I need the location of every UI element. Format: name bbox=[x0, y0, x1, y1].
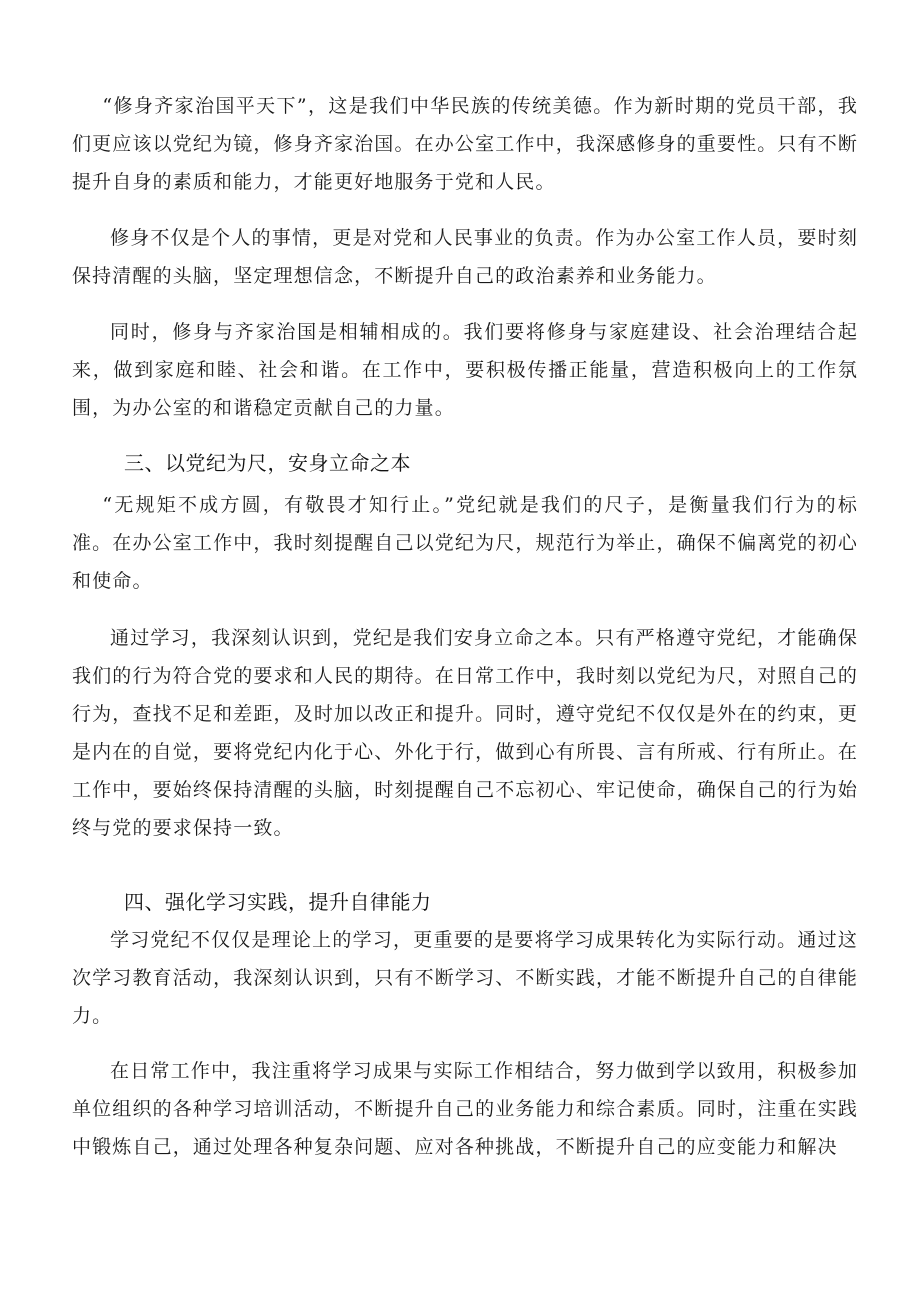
paragraph-4: “无规矩不成方圆，有敬畏才知行止。”党纪就是我们的尺子，是衡量我们行为的标准。在办公室工作中，我时刻提醒自己以党纪为尺，规范行为举止，确保不偏离党的初心和使命。 bbox=[72, 494, 858, 592]
paragraph-6: 学习党纪不仅仅是理论上的学习，更重要的是要将学习成果转化为实际行动。通过这次学习教育活动，我深刻认识到，只有不断学习、不断实践，才能不断提升自己的自律能力。 bbox=[72, 929, 858, 1027]
section-heading-3: 三、以党纪为尺，安身立命之本 bbox=[124, 451, 411, 475]
paragraph-5: 通过学习，我深刻认识到，党纪是我们安身立命之本。只有严格遵守党纪，才能确保我们的行为符合党的要求和人民的期待。在日常工作中，我时刻以党纪为尺，对照自己的行为，查找不足和差距，及时加以改正和提升。同时，遵守党纪不仅仅是外在的约束，更是内在的自觉，要将党纪内化于心、外化于行，做到心有所畏、言有所戒、行有所止。在工作中，要始终保持清醒的头脑，时刻提醒自己不忘初心、牢记使命，确保自己的行为始终与党的要求保持一致。 bbox=[72, 627, 858, 839]
paragraph-1: “修身齐家治国平天下”，这是我们中华民族的传统美德。作为新时期的党员干部，我们更应该以党纪为镜，修身齐家治国。在办公室工作中，我深感修身的重要性。只有不断提升自身的素质和能力，才能更好地服务于党和人民。 bbox=[72, 95, 858, 193]
paragraph-3: 同时，修身与齐家治国是相辅相成的。我们要将修身与家庭建设、社会治理结合起来，做到家庭和睦、社会和谐。在工作中，要积极传播正能量，营造积极向上的工作氛围，为办公室的和谐稳定贡献自己的力量。 bbox=[72, 321, 858, 419]
paragraph-2: 修身不仅是个人的事情，更是对党和人民事业的负责。作为办公室工作人员，要时刻保持清醒的头脑，坚定理想信念，不断提升自己的政治素养和业务能力。 bbox=[72, 227, 858, 287]
paragraph-7: 在日常工作中，我注重将学习成果与实际工作相结合，努力做到学以致用，积极参加单位组织的各种学习培训活动，不断提升自己的业务能力和综合素质。同时，注重在实践中锻炼自己，通过处理各种复杂问题、应对各种挑战，不断提升自己的应变能力和解决 bbox=[72, 1060, 858, 1158]
section-heading-4: 四、强化学习实践，提升自律能力 bbox=[124, 890, 432, 914]
